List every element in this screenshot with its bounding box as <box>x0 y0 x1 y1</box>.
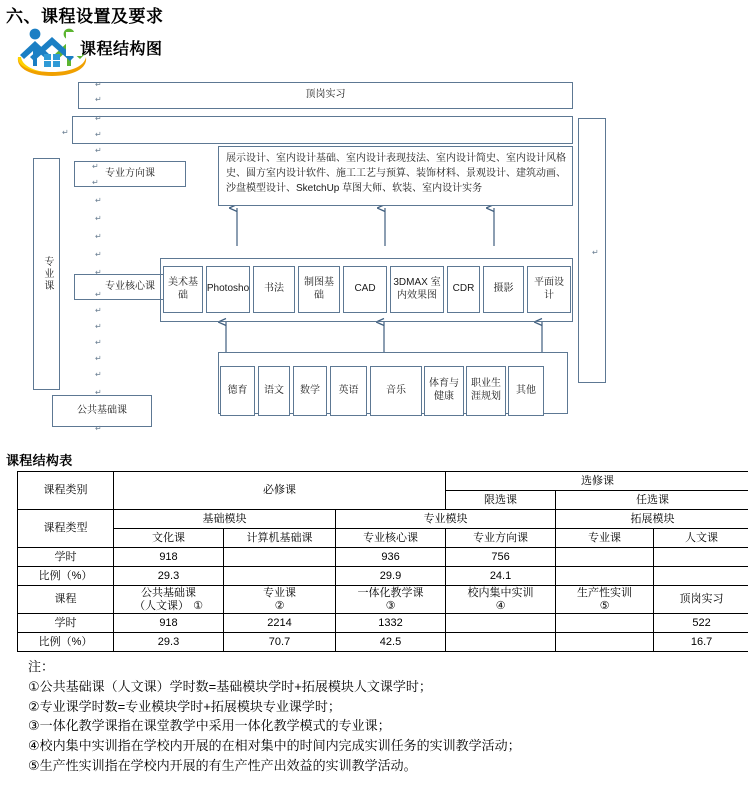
course-line-2 <box>226 600 333 613</box>
cell-hours1-4 <box>556 548 654 567</box>
diagram-core-course-label: 书法 <box>264 283 284 295</box>
pilcrow-mark: ↵ <box>95 370 102 379</box>
cell-ratio2-0: 29.3 <box>114 633 224 652</box>
cell-module-major: 专业模块 <box>336 510 556 529</box>
pilcrow-mark: ↵ <box>92 162 99 171</box>
diagram-core-course-label: Photosho <box>206 283 250 295</box>
note-item: ②专业课学时数=专业模块学时+拓展模块专业课学时； <box>28 698 341 714</box>
pilcrow-mark: ↵ <box>95 338 102 347</box>
course-line-2 <box>338 600 443 613</box>
diagram-basic-course-label: 语文 <box>264 384 284 396</box>
cell-row-label-ratio: 比例（%） <box>18 567 114 586</box>
diagram-basic-course-label: 体育与健康 <box>429 378 459 402</box>
diagram-core-course-box <box>447 266 480 313</box>
table-row-types <box>18 529 748 548</box>
diagram-basic-course-label: 音乐 <box>386 384 406 396</box>
cell-course-0 <box>114 586 224 614</box>
cell-ratio1-5 <box>654 567 748 586</box>
cell-row-label-ratio-2: 比例（%） <box>18 633 114 652</box>
cell-hours2-1: 2214 <box>224 614 336 633</box>
cell-hours2-3 <box>446 614 556 633</box>
course-line-1: 一体化教学课 <box>357 587 424 599</box>
cell-row-label-type: 课程类型 <box>18 510 114 548</box>
cell-type-2: 专业核心课 <box>336 529 446 548</box>
note-item: ③一体化教学课指在课堂教学中采用一体化教学模式的专业课； <box>28 718 391 734</box>
table-title: 课程结构表 <box>6 453 73 468</box>
diagram-basic-course-label: 数学 <box>300 384 320 396</box>
diagram-basic-course-label: 职业生涯规划 <box>471 378 501 402</box>
diagram-basic-course-box <box>258 366 290 416</box>
pilcrow-mark: ↵ <box>95 80 102 89</box>
diagram-core-course-label: 平面设计 <box>534 276 564 301</box>
course-mark: ③ <box>385 599 396 612</box>
course-mark: ① <box>193 599 203 612</box>
table-row-hours-2 <box>18 614 748 633</box>
diagram-basic-course-label: 德育 <box>227 384 248 396</box>
table-row-modules <box>18 510 748 529</box>
note-item: ④校内集中实训指在学校内开展的在相对集中的时间内完成实训任务的实训教学活动； <box>28 738 521 753</box>
course-structure-table <box>17 471 748 652</box>
diagram-basic-course-box <box>330 366 367 416</box>
cell-hours2-5: 522 <box>654 614 748 633</box>
diagram-basic-course-box <box>370 366 422 416</box>
cell-hours2-0: 918 <box>114 614 224 633</box>
diagram-box-top-internship: 顶岗实习 <box>78 82 573 109</box>
course-line-1: 生产性实训 <box>577 587 633 599</box>
diagram-core-course-box <box>163 266 203 313</box>
diagram-box-direction-course-list: 展示设计、室内设计基础、室内设计表现技法、室内设计简史、室内设计风格史、圆方室内设计软件、施工工艺与预算、装饰材料、景观设计、建筑动画、沙盘模型设计、SketchUp 草图大师、软装、室内设计实务 <box>218 146 573 206</box>
table-row-category <box>18 472 748 491</box>
course-line-2 <box>558 600 651 613</box>
diagram-box-second-empty <box>72 116 573 144</box>
cell-course-5 <box>654 586 748 614</box>
course-line-2-text: （人文课） <box>134 599 190 612</box>
diagram-basic-course-label: 英语 <box>338 384 359 396</box>
cell-ratio1-0: 29.3 <box>114 567 224 586</box>
pilcrow-mark: ↵ <box>62 128 69 137</box>
cell-hours2-2: 1332 <box>336 614 446 633</box>
course-line-2 <box>116 600 221 613</box>
pilcrow-mark: ↵ <box>95 322 102 331</box>
pilcrow-mark: ↵ <box>95 306 102 315</box>
diagram-basic-course-box <box>220 366 255 416</box>
pilcrow-mark: ↵ <box>95 424 102 433</box>
pilcrow-mark: ↵ <box>95 250 102 259</box>
cell-type-0: 文化课 <box>114 529 224 548</box>
table-row-course <box>18 586 748 614</box>
cell-elective: 选修课 <box>446 472 748 491</box>
pilcrow-mark: ↵ <box>95 196 102 205</box>
cell-ratio2-5: 16.7 <box>654 633 748 652</box>
diagram-core-course-box <box>527 266 571 313</box>
pilcrow-mark: ↵ <box>95 95 102 104</box>
course-line-1: 公共基础课 <box>141 587 196 599</box>
cell-ratio1-2: 29.9 <box>336 567 446 586</box>
pilcrow-mark: ↵ <box>95 388 102 397</box>
diagram-title: 课程结构图 <box>80 41 163 58</box>
pilcrow-mark: ↵ <box>95 290 102 299</box>
pilcrow-mark: ↵ <box>95 114 102 123</box>
cell-course-1 <box>224 586 336 614</box>
cell-type-4: 专业课 <box>556 529 654 548</box>
diagram-core-course-label: CDR <box>452 283 475 295</box>
note-item: ①公共基础课（人文课）学时数=基础模块学时+拓展模块人文课学时； <box>28 678 432 694</box>
pilcrow-mark: ↵ <box>592 248 599 257</box>
cell-hours1-3: 756 <box>446 548 556 567</box>
cell-module-extension: 拓展模块 <box>556 510 748 529</box>
course-line-1: 专业课 <box>263 587 296 599</box>
cell-type-3: 专业方向课 <box>446 529 556 548</box>
table-row-hours-1 <box>18 548 748 567</box>
cell-row-label-category: 课程类别 <box>18 472 114 510</box>
diagram-core-course-box <box>390 266 444 313</box>
course-line-1: 校内集中实训 <box>467 587 534 599</box>
cell-type-5: 人文课 <box>654 529 748 548</box>
cell-free-elective: 任选课 <box>556 491 748 510</box>
pilcrow-mark: ↵ <box>95 268 102 277</box>
cell-row-label-hours: 学时 <box>18 548 114 567</box>
course-line-2 <box>448 600 553 613</box>
diagram-core-course-label: 美术基础 <box>168 276 198 301</box>
cell-hours1-5 <box>654 548 748 567</box>
cell-ratio2-3 <box>446 633 556 652</box>
cell-course-3 <box>446 586 556 614</box>
diagram-box-direction-course: 专业方向课 <box>74 161 186 187</box>
pilcrow-mark: ↵ <box>95 354 102 363</box>
diagram-box-core-course: 专业核心课 <box>74 274 186 300</box>
cell-ratio2-4 <box>556 633 654 652</box>
diagram-basic-course-box <box>424 366 464 416</box>
cell-ratio1-4 <box>556 567 654 586</box>
cell-restricted-elective: 限选课 <box>446 491 556 510</box>
diagram-core-course-label: 摄影 <box>493 283 514 295</box>
pilcrow-mark: ↵ <box>92 178 99 187</box>
cell-ratio1-1 <box>224 567 336 586</box>
cell-hours1-0: 918 <box>114 548 224 567</box>
diagram-core-course-box <box>343 266 387 313</box>
diagram-core-course-label: 制图基础 <box>304 276 334 301</box>
pilcrow-mark: ↵ <box>95 146 102 155</box>
pilcrow-mark: ↵ <box>95 232 102 241</box>
cell-ratio2-1: 70.7 <box>224 633 336 652</box>
note-item: ⑤生产性实训指在学校内开展的有生产性产出效益的实训教学活动。 <box>28 757 417 773</box>
diagram-basic-course-box <box>466 366 506 416</box>
cell-module-basic: 基础模块 <box>114 510 336 529</box>
diagram-core-course-box <box>206 266 250 313</box>
cell-row-label-course: 课程 <box>18 586 114 614</box>
notes-label: 注： <box>28 659 55 674</box>
diagram-basic-course-label: 其他 <box>516 384 536 396</box>
diagram-basic-course-box <box>293 366 327 416</box>
pilcrow-mark: ↵ <box>95 214 102 223</box>
cell-hours1-2: 936 <box>336 548 446 567</box>
cell-type-1: 计算机基础课 <box>224 529 336 548</box>
cell-ratio1-3: 24.1 <box>446 567 556 586</box>
cell-course-2 <box>336 586 446 614</box>
notes-block <box>28 657 521 776</box>
pilcrow-mark: ↵ <box>95 130 102 139</box>
diagram-core-course-label: CAD <box>354 283 376 295</box>
course-mark: ② <box>274 599 285 612</box>
cell-hours2-4 <box>556 614 654 633</box>
table-row-ratio-2 <box>18 633 748 652</box>
course-mark: ④ <box>495 599 506 612</box>
diagram-core-course-box <box>298 266 340 313</box>
cell-ratio2-2: 42.5 <box>336 633 446 652</box>
diagram-box-public-basic-course: 公共基础课 <box>52 395 152 427</box>
diagram-core-course-box <box>253 266 295 313</box>
diagram-core-course-label: 3DMAX 室内效果图 <box>393 276 441 301</box>
course-line-1: 顶岗实习 <box>679 593 724 606</box>
cell-course-4 <box>556 586 654 614</box>
page-title: 六、课程设置及要求 <box>6 7 164 26</box>
cell-required: 必修课 <box>114 472 446 510</box>
diagram-box-major-courses: 专业课 <box>33 158 60 390</box>
diagram-basic-course-box <box>508 366 544 416</box>
table-row-ratio-1 <box>18 567 748 586</box>
diagram-core-course-box <box>483 266 524 313</box>
course-mark: ⑤ <box>599 599 610 612</box>
cell-row-label-hours-2: 学时 <box>18 614 114 633</box>
cell-hours1-1 <box>224 548 336 567</box>
